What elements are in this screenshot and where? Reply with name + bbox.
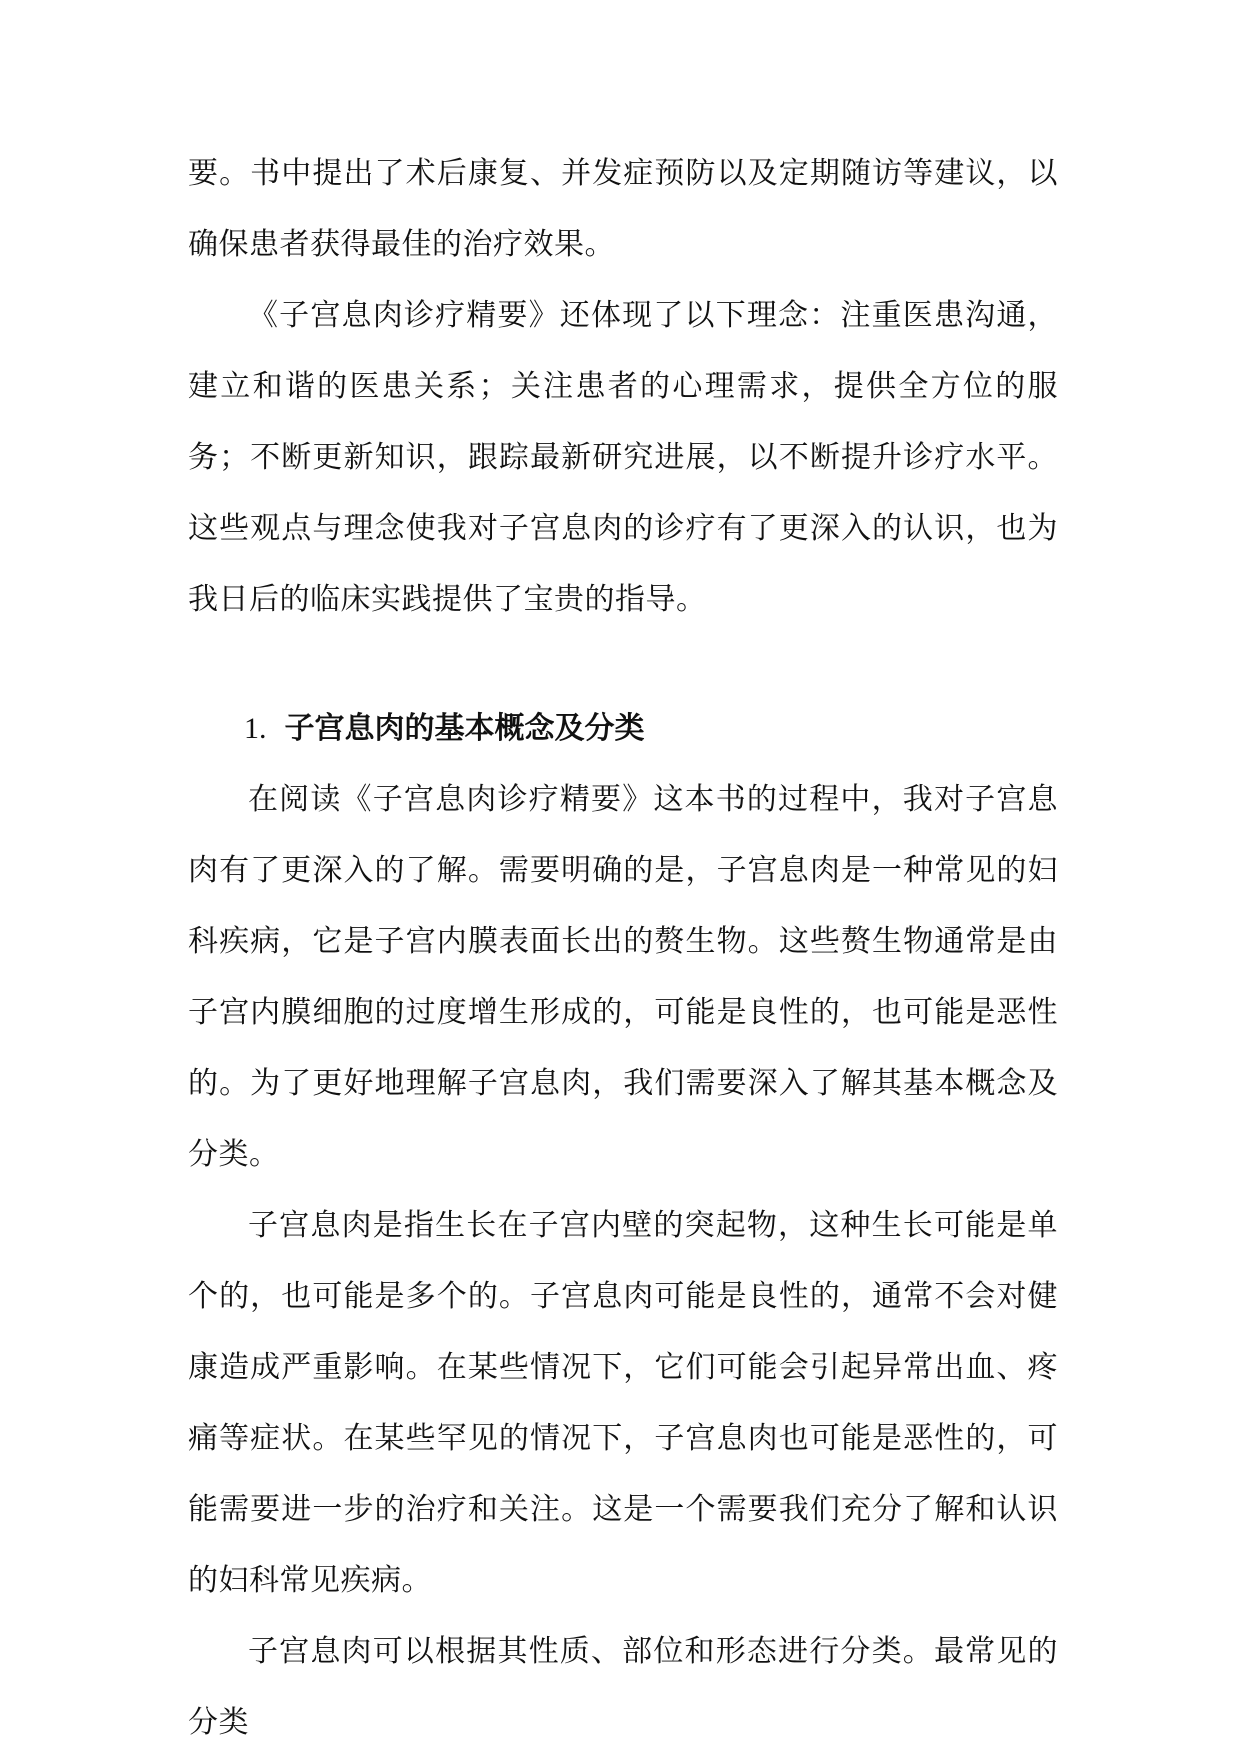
paragraph-classification: 子宫息肉可以根据其性质、部位和形态进行分类。最常见的分类 <box>188 1634 1058 1740</box>
paragraph-definition: 子宫息肉是指生长在子宫内壁的突起物，这种生长可能是单个的，也可能是多个的。子宫息肉可能是良性的，通常不会对健康造成严重影响。在某些情况下，它们可能会引起异常出血、疼痛等症状。在某些罕见的情况下，子宫息肉也可能是恶性的，可能需要进一步的治疗和关注。这是一个需要我们充分了解和认识的妇科常见疾病。 <box>188 1208 1058 1598</box>
paragraph-intro: 在阅读《子宫息肉诊疗精要》这本书的过程中，我对子宫息肉有了更深入的了解。需要明确的是，子宫息肉是一种常见的妇科疾病，它是子宫内膜表面长出的赘生物。这些赘生物通常是由子宫内膜细胞的过度增生形成的，可能是良性的，也可能是恶性的。为了更好地理解子宫息肉，我们需要深入了解其基本概念及分类。 <box>188 782 1058 1172</box>
paragraph-continuation: 要。书中提出了术后康复、并发症预防以及定期随访等建议，以确保患者获得最佳的治疗效果。 <box>188 156 1058 262</box>
section-number: 1. <box>244 712 267 745</box>
section-heading <box>188 693 1058 764</box>
document-body <box>188 138 1058 1758</box>
paragraph-concepts: 《子宫息肉诊疗精要》还体现了以下理念：注重医患沟通，建立和谐的医患关系；关注患者的心理需求，提供全方位的服务；不断更新知识，跟踪最新研究进展，以不断提升诊疗水平。这些观点与理念使我对子宫息肉的诊疗有了更深入的认识，也为我日后的临床实践提供了宝贵的指导。 <box>188 298 1058 617</box>
section-title: 子宫息肉的基本概念及分类 <box>284 711 645 746</box>
